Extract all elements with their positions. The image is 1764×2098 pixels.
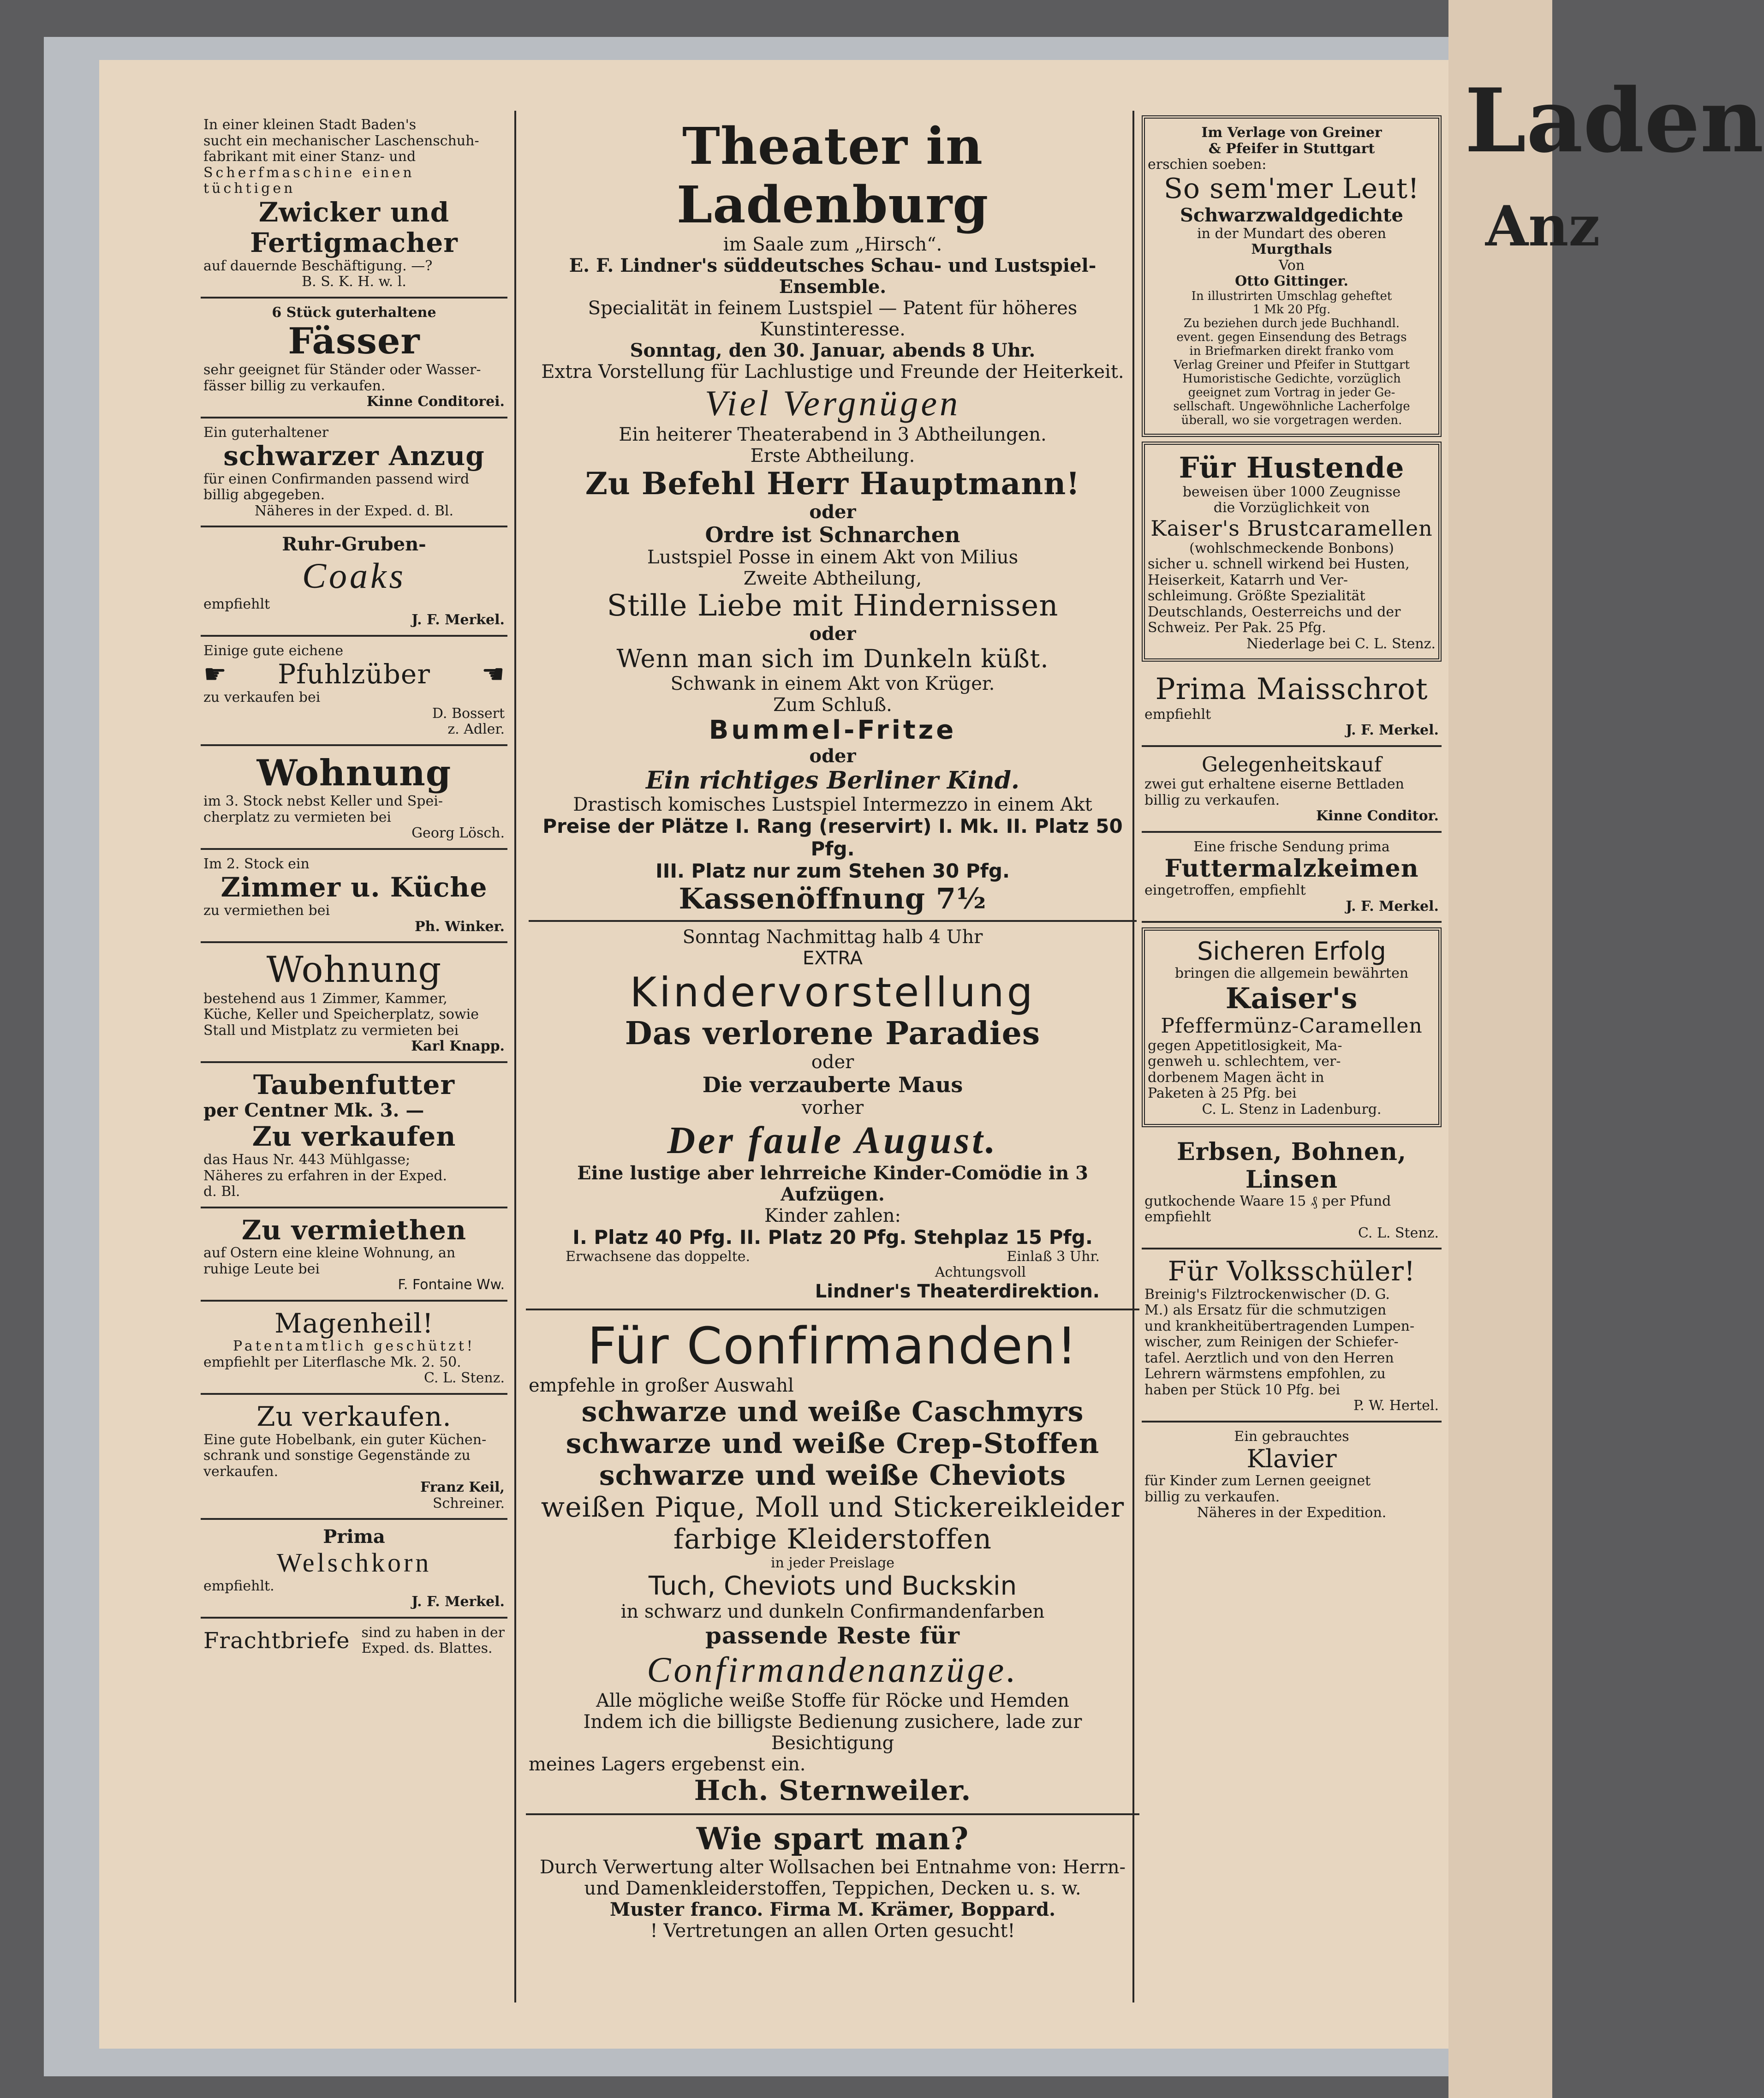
signature: J. F. Merkel. [1346,898,1439,915]
text: sucht ein mechanischer Laschenschuh- [203,132,479,149]
text: Einlaß 3 Uhr. [1007,1248,1100,1265]
hand-pointer-icon: ☛ [203,659,227,689]
text: bestehend aus 1 Zimmer, Kammer, [203,990,447,1007]
signature: J. F. Merkel. [411,612,505,628]
text: Scherfmaschine einen tüchtigen [203,164,415,197]
text: event. gegen Einsendung des Betrags [1176,330,1407,345]
text: Einige gute eichene [203,642,344,659]
text: meines Lagers ergebenst ein. [529,1754,806,1775]
text: Kinder zahlen: [764,1205,901,1227]
signature: Lindner's Theaterdirektion. [815,1280,1100,1302]
text: oder [809,623,856,645]
ad-title: Frachtbriefe [203,1627,350,1654]
text: Ein heiterer Theaterabend in 3 Abtheilungen. [619,424,1047,445]
signature: J. F. Merkel. [411,1594,505,1610]
ad-wohnung-knapp [201,943,507,1063]
signature: Kinne Conditor. [1316,808,1439,825]
text: Muster franco. Firma M. Krämer, Boppard. [609,1899,1056,1921]
text: wischer, zum Reinigen der Schiefer- [1144,1334,1399,1351]
text: zu vermiethen bei [203,903,330,919]
text: billig zu verkaufen. [1144,1488,1280,1505]
text: billig abgegeben. [203,487,325,503]
text: fabrikant mit einer Stanz- und [203,149,416,165]
ad-title: Magenheil! [274,1307,434,1339]
play-title: Zu Befehl Herr Hauptmann! [585,465,1080,502]
text: Ruhr-Gruben- [282,533,426,556]
text: billig zu verkaufen. [1144,792,1280,808]
ad-title: Für Hustende [1179,451,1405,485]
text: Eine frische Sendung prima [1193,838,1390,855]
ad-volksschueler [1142,1249,1442,1423]
text: Specialität in feinem Lustspiel — Patent für höheres Kunstinteresse. [588,298,1078,340]
text: Drastisch komisches Lustspiel Intermezzo in einem Akt [573,794,1092,816]
text: Extra Vorstellung für Lachlustige und Freunde der Heiterkeit. [541,361,1124,383]
next-page-edge [1448,0,1764,2098]
text: und Damenkleiderstoffen, Teppichen, Decken u. s. w. [584,1878,1081,1900]
text: die Vorzüglichkeit von [1213,500,1370,516]
text: EXTRA [803,947,863,969]
signature: Ph. Winker. [415,918,505,935]
text: auf dauernde Beschäftigung. —? [203,257,433,274]
ad-title: Fertigmacher [250,227,458,259]
next-page-masthead: Laden [1465,69,1764,172]
text: schleimung. Größte Spezialität [1148,588,1365,604]
text: haben per Stück 10 Pfg. bei [1144,1381,1341,1398]
text: C. L. Stenz in Ladenburg. [1202,1101,1382,1118]
text: Schweiz. Per Pak. 25 Pfg. [1148,620,1326,636]
ad-title: Klavier [1246,1444,1337,1474]
text: Küche, Keller und Speicherplatz, sowie [203,1006,479,1023]
ad-title: Taubenfutter [253,1069,455,1100]
text: gegen Appetitlosigkeit, Ma- [1148,1037,1342,1054]
play-title: Ein richtiges Berliner Kind. [645,766,1020,795]
ad-frachtbriefe [201,1619,507,1663]
play-title: Ordre ist Schnarchen [705,522,960,547]
text: d. Bl. [203,1183,240,1200]
text: cherplatz zu vermieten bei [203,809,392,825]
text: Sonntag, den 30. Januar, abends 8 Uhr. [630,340,1036,361]
ad-sicheren-erfolg [1142,927,1442,1127]
ad-confirmanden [526,1310,1139,1816]
text: Näheres in der Expedition. [1197,1505,1387,1521]
text: Verlag Greiner und Pfeifer in Stuttgart [1174,358,1410,372]
ad-title: Wohnung [266,949,442,991]
ad-fuer-hustende [1142,442,1442,662]
divider [529,920,1137,922]
signature: C. L. Stenz. [424,1370,505,1387]
signature: F. Fontaine Ww. [398,1277,505,1293]
text: Ein guterhaltener [203,424,329,441]
play-title: Der faule August. [667,1118,998,1162]
ad-hobelbank [201,1395,507,1520]
text: Niederlage bei C. L. Stenz. [1246,635,1436,652]
play-title: Wenn man sich im Dunkeln küßt. [616,644,1049,674]
text: Alle mögliche weiße Stoffe für Röcke und Hemden [596,1690,1069,1712]
ad-title: Linsen [1245,1165,1338,1194]
product-line: farbige Kleiderstoffen [673,1523,992,1556]
text: In einer kleinen Stadt Baden's [203,117,417,133]
text: sehr geeignet für Ständer oder Wasser- [203,362,481,378]
ad-theater [526,111,1139,1310]
text: & Pfeifer in Stuttgart [1208,140,1375,157]
text: und krankheitübertragenden Lumpen- [1144,1318,1415,1334]
ad-title: Coaks [302,556,406,596]
ad-verlag-greiner [1142,115,1442,437]
play-title: Die verzauberte Maus [702,1072,963,1097]
text: ruhige Leute bei [203,1261,320,1277]
text: in jeder Preislage [770,1555,895,1572]
text: überall, wo sie vorgetragen werden. [1181,413,1402,427]
text: vorher [801,1097,864,1118]
signature: D. Bossert [432,705,505,722]
signature: Hch. Sternweiler. [694,1775,971,1807]
text: in Briefmarken direkt franko vom [1189,344,1394,359]
signature: B. S. K. H. w. l. [302,274,406,290]
play-title: Kindervorstellung [630,968,1036,1016]
product-line: Kaiser's [1225,981,1358,1015]
text: Lehrern wärmstens empfohlen, zu [1144,1366,1386,1382]
text: Erste Abtheilung. [750,445,915,466]
text: Breinig's Filztrockenwischer (D. G. [1144,1286,1390,1303]
ad-title: Zu vermiethen [241,1214,467,1246]
ad-wie-spart-man [526,1815,1139,1948]
text: in der Mundart des oberen [1197,225,1386,242]
text: im 3. Stock nebst Keller und Spei- [203,793,443,810]
text: gutkochende Waare 15 ₰ per Pfund [1144,1193,1391,1209]
text: auf Ostern eine kleine Wohnung, an [203,1245,456,1261]
ad-title: Zwicker und [258,196,450,228]
text: Achtungsvoll [935,1264,1026,1281]
signature: Karl Knapp. [411,1038,505,1055]
signature: J. F. Merkel. [1346,722,1439,739]
ad-erbsen [1142,1132,1442,1249]
text: III. Platz nur zum Stehen 30 Pfg. [656,859,1010,882]
ad-gelegenheitskauf [1142,747,1442,833]
play-title: Viel Vergnügen [704,383,961,423]
text: E. F. Lindner's süddeutsches Schau- und Lustspiel-Ensemble. [569,255,1097,298]
ad-klavier [1142,1423,1442,1528]
text: erschien soeben: [1148,156,1267,173]
ad-title: Welschkorn [276,1548,432,1578]
signature: Kinne Conditorei. [366,394,505,410]
product-line: Pfeffermünz-Caramellen [1161,1014,1423,1038]
text: tafel. Aerztlich und von den Herren [1144,1350,1394,1366]
text: bringen die allgemein bewährten [1174,965,1409,982]
left-column [201,111,507,1663]
text: Eine lustige aber lehrreiche Kinder-Comödie in 3 Aufzügen. [577,1162,1088,1206]
ad-wohnung-loesch [201,746,507,850]
ad-title: Schwarzwaldgedichte [1180,204,1403,226]
text: M.) als Ersatz für die schmutzigen [1144,1302,1387,1319]
text: Zweite Abtheilung, [743,568,922,590]
signature: C. L. Stenz. [1358,1225,1439,1241]
text: eingetroffen, empfiehlt [1144,882,1306,899]
ad-anzug [201,418,507,528]
ad-title: Zimmer u. Küche [220,872,488,903]
text: Heiserkeit, Katarrh und Ver- [1148,572,1348,588]
text: sind zu haben in der [361,1624,505,1641]
ad-magenheil [201,1302,507,1395]
text: empfiehlt [1144,1209,1211,1225]
text: ! Vertretungen an allen Orten gesucht! [650,1920,1015,1942]
signature: P. W. Hertel. [1353,1398,1439,1414]
text: 1 Mk 20 Pfg. [1252,303,1331,317]
ad-title: Wohnung [256,752,452,794]
text: sellschaft. Ungewöhnliche Lacherfolge [1173,399,1410,413]
product-line: Confirmandenanzüge. [647,1649,1019,1690]
text: Humoristische Gedichte, vorzüglich [1182,371,1401,386]
ad-title: So sem'mer Leut! [1163,172,1420,205]
product-line: weißen Pique, Moll und Stickereikleider [541,1491,1125,1524]
text: empfiehlt. [203,1578,274,1594]
product-line: schwarze und weiße Crep-Stoffen [566,1428,1100,1460]
text: verkaufen. [203,1463,279,1480]
ad-maisschrot [1142,666,1442,747]
ad-title: Pfuhlzüber [278,658,430,690]
text: I. Platz 40 Pfg. II. Platz 20 Pfg. Stehplaz 15 Pfg. [572,1226,1093,1249]
signature: Franz Keil, [420,1479,505,1496]
ad-faesser [201,299,507,418]
text: Murgthals [1251,241,1332,257]
text: Zum Schluß. [773,694,892,716]
text: oder [811,1051,854,1073]
product-line: Kaiser's Brustcaramellen [1150,515,1433,541]
ad-title: Wie spart man? [696,1821,969,1857]
product-line: schwarze und weiße Cheviots [599,1459,1067,1492]
text: Näheres zu erfahren in der Exped. [203,1167,447,1184]
ad-title: Futtermalzkeimen [1164,855,1419,883]
text: beweisen über 1000 Zeugnisse [1182,484,1401,500]
text: Preise der Plätze I. Rang (reservirt) I. Mk. II. Platz 50 Pfg. [542,815,1123,860]
text: Paketen à 25 Pfg. bei [1148,1085,1297,1102]
text: Indem ich die billigste Bedienung zusichere, lade zur Besichtigung [583,1711,1082,1754]
ad-title: schwarzer Anzug [223,440,485,472]
ad-zwicker [201,111,507,299]
text: genweh u. schlechtem, ver- [1148,1053,1341,1070]
text: Otto Gittinger. [1235,273,1348,289]
text: per Centner Mk. 3. — [203,1100,424,1122]
text: für einen Confirmanden passend wird [203,471,470,487]
text: Sonntag Nachmittag halb 4 Uhr [682,926,983,948]
signature: Schreiner. [432,1495,505,1512]
text: (wohlschmeckende Bonbons) [1189,540,1394,556]
ad-title: Zu verkaufen. [256,1400,452,1432]
column-divider-left [514,111,516,2002]
text: geeignet zum Vortrag in jeder Ge- [1188,385,1395,400]
signature: Georg Lösch. [411,825,505,842]
play-title: Stille Liebe mit Hindernissen [607,589,1059,623]
text: Deutschlands, Oesterreichs und der [1148,604,1401,620]
play-title: Das verlorene Paradies [625,1015,1041,1052]
middle-column [526,111,1139,1948]
text: Im Verlage von Greiner [1201,125,1382,141]
ad-title: Zu verkaufen [252,1121,456,1153]
text: empfiehlt per Literflasche Mk. 2. 50. [203,1354,461,1370]
text: Patentamtlich geschützt! [233,1338,475,1355]
text: Von [1278,257,1305,274]
ad-taubenfutter [201,1063,507,1208]
text: das Haus Nr. 443 Mühlgasse; [203,1152,411,1168]
text: oder [809,501,856,523]
text: empfiehlt [203,596,270,612]
hand-pointer-icon: ☚ [481,659,505,689]
text: Erwachsene das doppelte. [566,1248,751,1265]
text: Näheres in der Exped. d. Bl. [254,502,454,519]
text: empfehle in großer Auswahl [529,1375,794,1397]
text: schrank und sonstige Gegenstände zu [203,1447,471,1464]
signature: z. Adler. [447,721,505,738]
product-line: schwarze und weiße Caschmyrs [581,1396,1084,1429]
text: Ein gebrauchtes [1234,1428,1349,1445]
text: Eine gute Hobelbank, ein guter Küchen- [203,1431,487,1448]
text: Schwank in einem Akt von Krüger. [670,673,995,695]
right-column [1142,111,1442,1528]
play-title: Bummel-Fritze [709,715,957,746]
ad-pfuhlzueber [201,637,507,746]
ad-zimmer [201,850,507,943]
product-line: passende Reste für [705,1622,960,1650]
ad-title: Sicheren Erfolg [1197,937,1386,966]
text: In illustrirten Umschlag geheftet [1191,289,1392,303]
text: 6 Stück guterhaltene [272,304,436,321]
product-line: Tuch, Cheviots und Buckskin [648,1571,1017,1601]
ad-coaks [201,527,507,637]
ad-welschkorn [201,1520,507,1619]
text: sicher u. schnell wirkend bei Husten, [1148,556,1410,573]
text: im Saale zum „Hirsch“. [723,234,942,255]
text: für Kinder zum Lernen geeignet [1144,1473,1371,1489]
ad-vermiethen [201,1208,507,1302]
text: zwei gut erhaltene eiserne Bettladen [1144,776,1404,793]
text: Lustspiel Posse in einem Akt von Milius [647,547,1019,568]
text: Stall und Mistplatz zu vermieten bei [203,1022,459,1039]
ad-title: Gelegenheitskauf [1201,753,1382,777]
ad-title: Fässer [288,320,420,363]
ad-futtermalzkeimen [1142,833,1442,923]
next-page-subtitle: Anz [1485,194,1600,259]
text: Kassenöffnung 7½ [679,882,987,916]
text: oder [809,745,856,767]
ad-title: Für Volksschüler! [1168,1255,1416,1287]
ad-title: Theater in Ladenburg [676,116,989,234]
text: in schwarz und dunkeln Confirmandenfarben [620,1601,1045,1623]
text: dorbenem Magen ächt in [1148,1069,1324,1086]
ad-title: Für Confirmanden! [587,1316,1078,1375]
text: Exped. ds. Blattes. [361,1640,493,1657]
ad-title: Erbsen, Bohnen, [1176,1138,1406,1166]
ad-title: Prima Maisschrot [1155,672,1428,707]
text: Prima [323,1526,385,1548]
text: Durch Verwertung alter Wollsachen bei Entnahme von: Herrn- [540,1857,1126,1878]
text: empfiehlt [1144,706,1211,723]
text: Im 2. Stock ein [203,855,310,872]
text: Zu beziehen durch jede Buchhandl. [1183,317,1400,331]
text: zu verkaufen bei [203,689,321,706]
text: fässer billig zu verkaufen. [203,377,386,394]
